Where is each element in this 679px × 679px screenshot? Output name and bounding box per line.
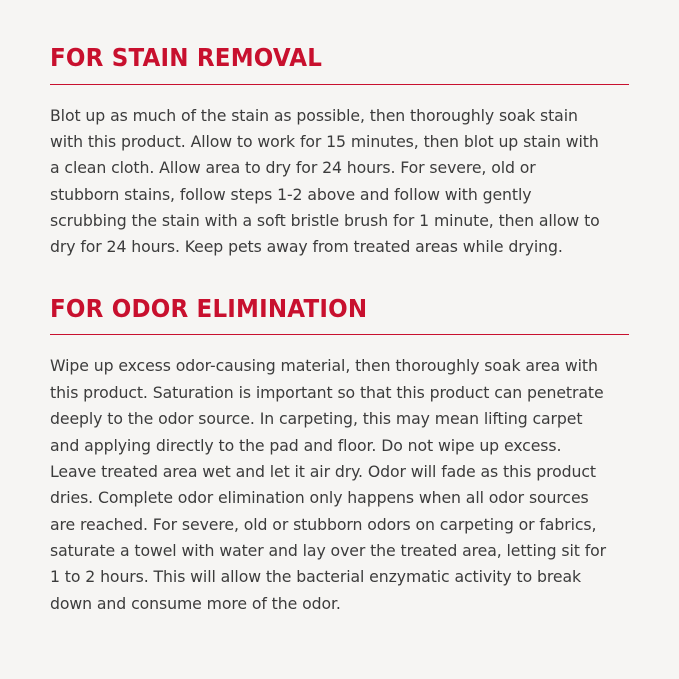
divider-odor-elimination	[50, 334, 629, 335]
section-odor-elimination	[50, 295, 629, 617]
section-body-stain-removal: Blot up as much of the stain as possible, then thoroughly soak stain with this product. Allow to work for 15 minutes, then blot up stain with a clean cloth. Allow area to dry for 24 hours. For severe, old or stubborn stains, follow steps 1-2 above and follow with gently scrubbing the stain with a soft bristle brush for 1 minute, then allow to dry for 24 hours. Keep pets away from treated areas while drying.	[50, 105, 600, 257]
divider-stain-removal	[50, 84, 629, 85]
section-stain-removal	[50, 44, 629, 261]
section-heading-stain-removal: FOR STAIN REMOVAL	[50, 43, 323, 72]
section-body-odor-elimination: Wipe up excess odor-causing material, then thoroughly soak area with this product. Saturation is important so that this product can penetrate deeply to the odor source. In carpeting, this may mean lifting carpet and applying directly to the pad and floor. Do not wipe up excess. Leave treated area wet and let it air dry. Odor will fade as this product dries. Complete odor elimination only happens when all odor sources are reached. For severe, old or stubborn odors on carpeting or fabrics, saturate a towel with water and lay over the treated area, letting sit for 1 to 2 hours. This will allow the bacterial enzymatic activity to break down and consume more of the odor.	[50, 356, 607, 613]
section-heading-odor-elimination: FOR ODOR ELIMINATION	[50, 293, 368, 323]
